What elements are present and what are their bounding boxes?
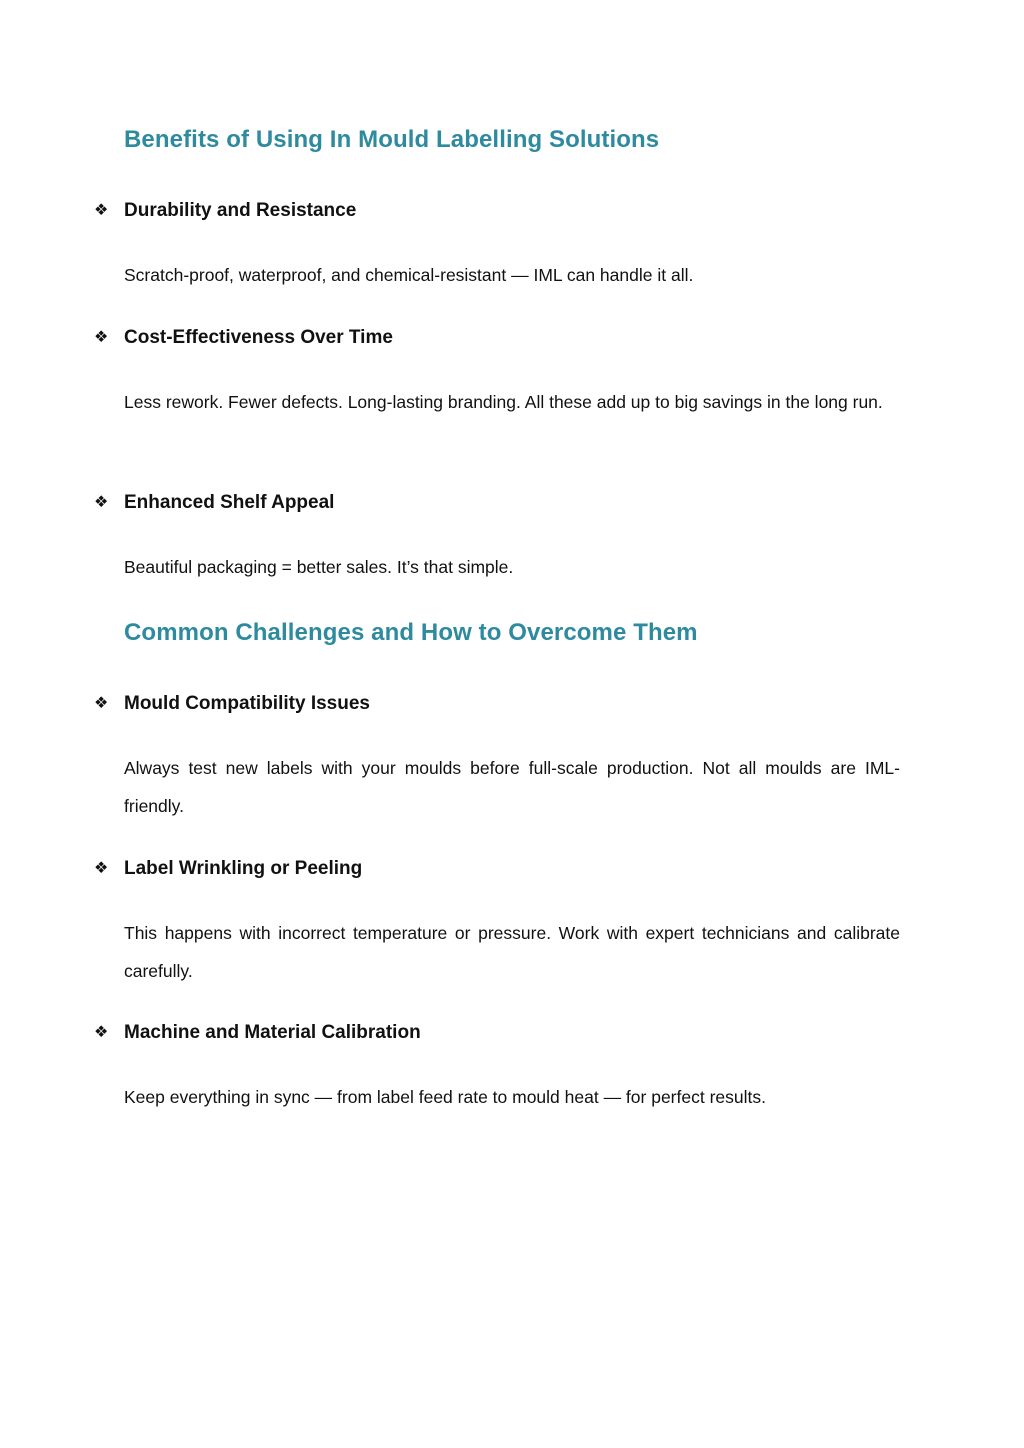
benefit-title-cost: Cost-Effectiveness Over Time <box>124 327 393 348</box>
challenge-item-title <box>94 1022 421 1044</box>
challenge-title-compatibility: Mould Compatibility Issues <box>124 693 370 714</box>
benefit-title-durability: Durability and Resistance <box>124 200 357 221</box>
challenge-text-wrinkling: This happens with incorrect temperature or pressure. Work with expert technicians and calibrate carefully. <box>124 923 900 981</box>
challenge-title-wrinkling: Label Wrinkling or Peeling <box>124 858 363 879</box>
challenge-text-calibration: Keep everything in sync — from label feed rate to mould heat — for perfect results. <box>124 1087 766 1107</box>
benefit-text-durability: Scratch-proof, waterproof, and chemical-resistant — IML can handle it all. <box>124 265 694 285</box>
diamond-bullet-icon: ❖ <box>94 202 109 219</box>
challenge-item-title <box>94 858 362 880</box>
diamond-bullet-icon: ❖ <box>94 1024 109 1041</box>
challenge-title-calibration: Machine and Material Calibration <box>124 1022 421 1043</box>
diamond-bullet-icon: ❖ <box>94 494 109 511</box>
diamond-bullet-icon: ❖ <box>94 860 109 877</box>
benefit-item-title <box>94 200 356 222</box>
section-heading-challenges: Common Challenges and How to Overcome Them <box>124 619 698 646</box>
benefit-title-shelf-appeal: Enhanced Shelf Appeal <box>124 492 335 513</box>
diamond-bullet-icon: ❖ <box>94 329 109 346</box>
benefit-text-shelf-appeal: Beautiful packaging = better sales. It’s that simple. <box>124 557 514 577</box>
challenge-item-title <box>94 693 370 715</box>
section-heading-benefits: Benefits of Using In Mould Labelling Solutions <box>124 126 660 153</box>
challenge-text-compatibility: Always test new labels with your moulds before full-scale production. Not all moulds are IML-friendly. <box>124 758 900 816</box>
benefit-text-cost: Less rework. Fewer defects. Long-lasting branding. All these add up to big savings in the long run. <box>124 392 883 412</box>
benefit-item-title <box>94 492 334 514</box>
benefit-item-title <box>94 327 393 349</box>
diamond-bullet-icon: ❖ <box>94 695 109 712</box>
